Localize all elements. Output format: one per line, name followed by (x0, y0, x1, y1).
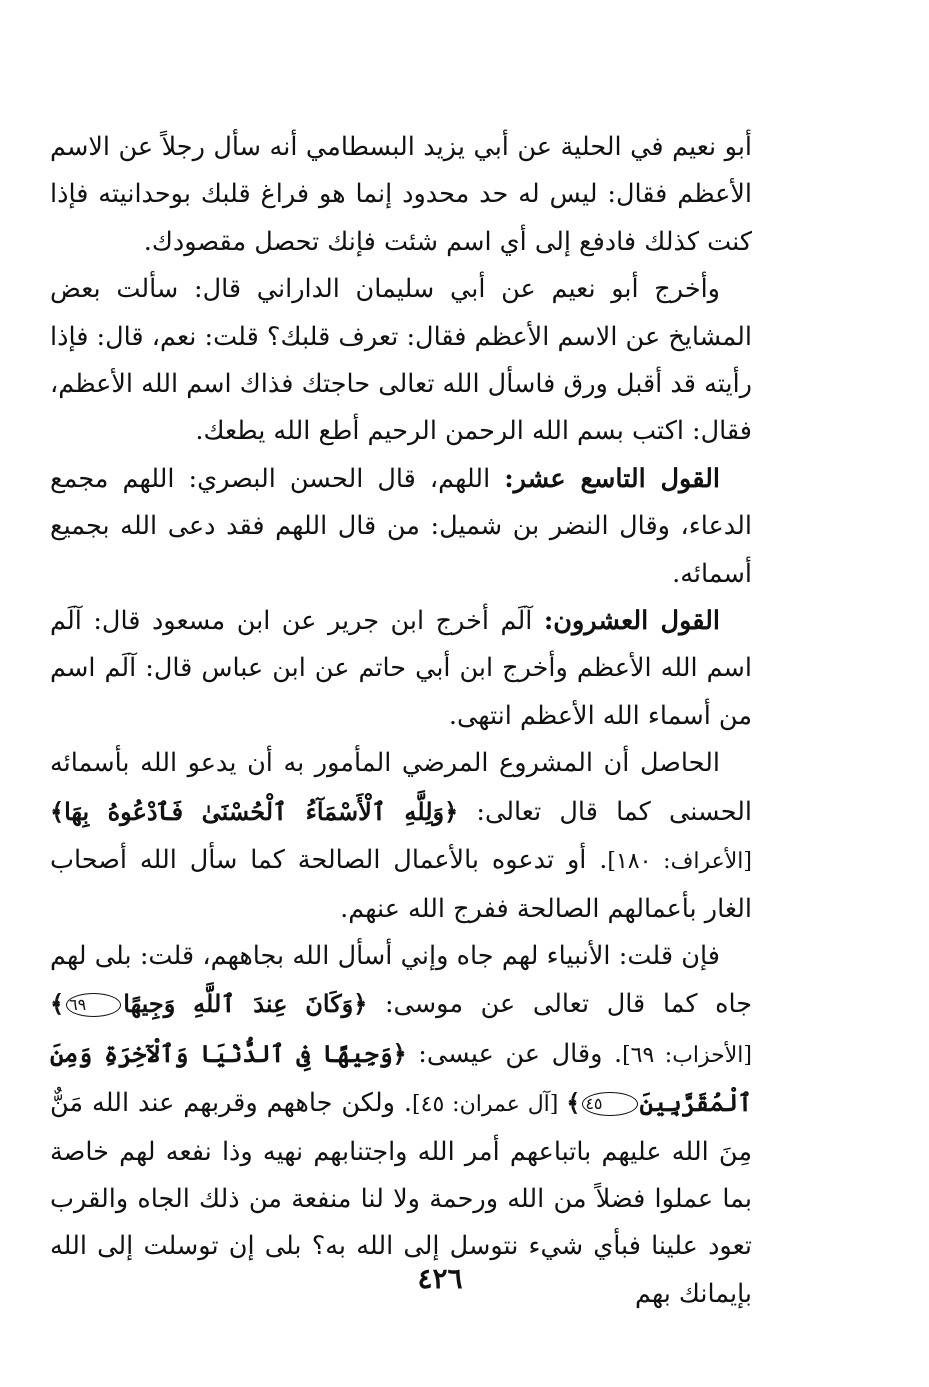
ayah-number-mark: ٦٩ (66, 993, 121, 1017)
paragraph (50, 933, 752, 1318)
verse-reference: [الأعراف: ١٨٠] (607, 849, 752, 875)
paragraph-text: وأخرج أبو نعيم عن أبي سليمان الداراني قال: سألت بعض المشايخ عن الاسم الأعظم فقال: تعرف قلبك؟ قلت: نعم، قال: فإذا رأيته قد أقبل ورق فاسأل الله تعالى حاجتك فذاك اسم الله الأعظم، فقال: اكتب بسم الله الرحمن الرحيم أطع الله يطعك. (50, 274, 752, 447)
verse-reference: [الأحزاب: ٦٩] (622, 1042, 752, 1068)
paragraph-text: الحاصل أن المشروع المرضي المأمور به أن يدعو الله بأسمائه الحسنى كما قال تعالى: (50, 748, 753, 827)
paragraph-text: فإن قلت: الأنبياء لهم جاه وإني أسأل الله بجاههم، قلت: بلى لهم جاه كما قال تعالى عن موسى: (50, 940, 752, 1020)
quran-verse: ﴾ (50, 989, 65, 1019)
quran-verse: ﴿وَلِلَّهِ ٱلْأَسْمَآءُ ٱلْحُسْنَىٰ فَٱدْعُوهُ بِهَا﴾ (50, 796, 459, 826)
section-heading: القول العشرون: (543, 606, 721, 637)
ayah-number-mark: ٤٥ (582, 1092, 637, 1116)
paragraph-text: . أو تدعوه بالأعمال الصالحة كما سأل الله أصحاب الغار بأعمالهم الصالحة ففرج الله عنهم. (50, 845, 752, 924)
quran-verse: ﴾ (566, 1088, 581, 1118)
paragraph-text: اللهم، قال الحسن البصري: اللهم مجمع الدعاء، وقال النضر بن شميل: من قال اللهم فقد دعى الله بجميع أسمائه. (50, 463, 752, 589)
section-heading: القول التاسع عشر: (504, 463, 720, 494)
paragraph (50, 740, 752, 933)
paragraph-text: أبو نعيم في الحلية عن أبي يزيد البسطامي أنه سأل رجلاً عن الاسم الأعظم فقال: ليس له حد محدود إنما هو فراغ قلبك بوحدانيته فإذا كنت كذلك فادفع إلى أي اسم شئت فإنك تحصل مقصودك. (50, 132, 752, 257)
paragraph (50, 266, 752, 456)
paragraph-text: . ولكن جاههم وقربهم عند الله مَنٌّ مِنَ الله عليهم باتباعهم أمر الله واجتنابهم نهيه وذا نفعه لهم خاصة بما عملوا فضلاً من الله ورحمة ولا لنا منفعة من ذلك الجاه والقرب تعود علينا فبأي شيء نتوسل إلى الله به؟ بلى إن توسلت إلى الله بإيمانك بهم (50, 1088, 752, 1309)
page-number: ٤٢٦ (417, 1262, 463, 1295)
paragraph-text: . وقال عن عيسى: (406, 1038, 623, 1069)
paragraph (50, 456, 752, 598)
quran-verse: ﴿وَكَانَ عِندَ ٱللَّهِ وَجِيهًا (123, 989, 368, 1019)
paragraph (50, 598, 752, 740)
body-text (50, 124, 752, 1318)
paragraph-text: آلَم أخرج ابن جرير عن ابن مسعود قال: آلَم اسم الله الأعظم وأخرج ابن أبي حاتم عن ابن عباس قال: آلَم اسم من أسماء الله الأعظم انتهى. (50, 606, 752, 731)
verse-reference: [آل عمران: ٤٥] (412, 1092, 567, 1118)
paragraph (50, 124, 752, 266)
quran-verse: ﴿وَجِيهًا فِى ٱلدُّنْيَا وَٱلْآخِرَةِ وَمِنَ ٱلْمُقَرَّبِينَ (50, 1038, 752, 1118)
